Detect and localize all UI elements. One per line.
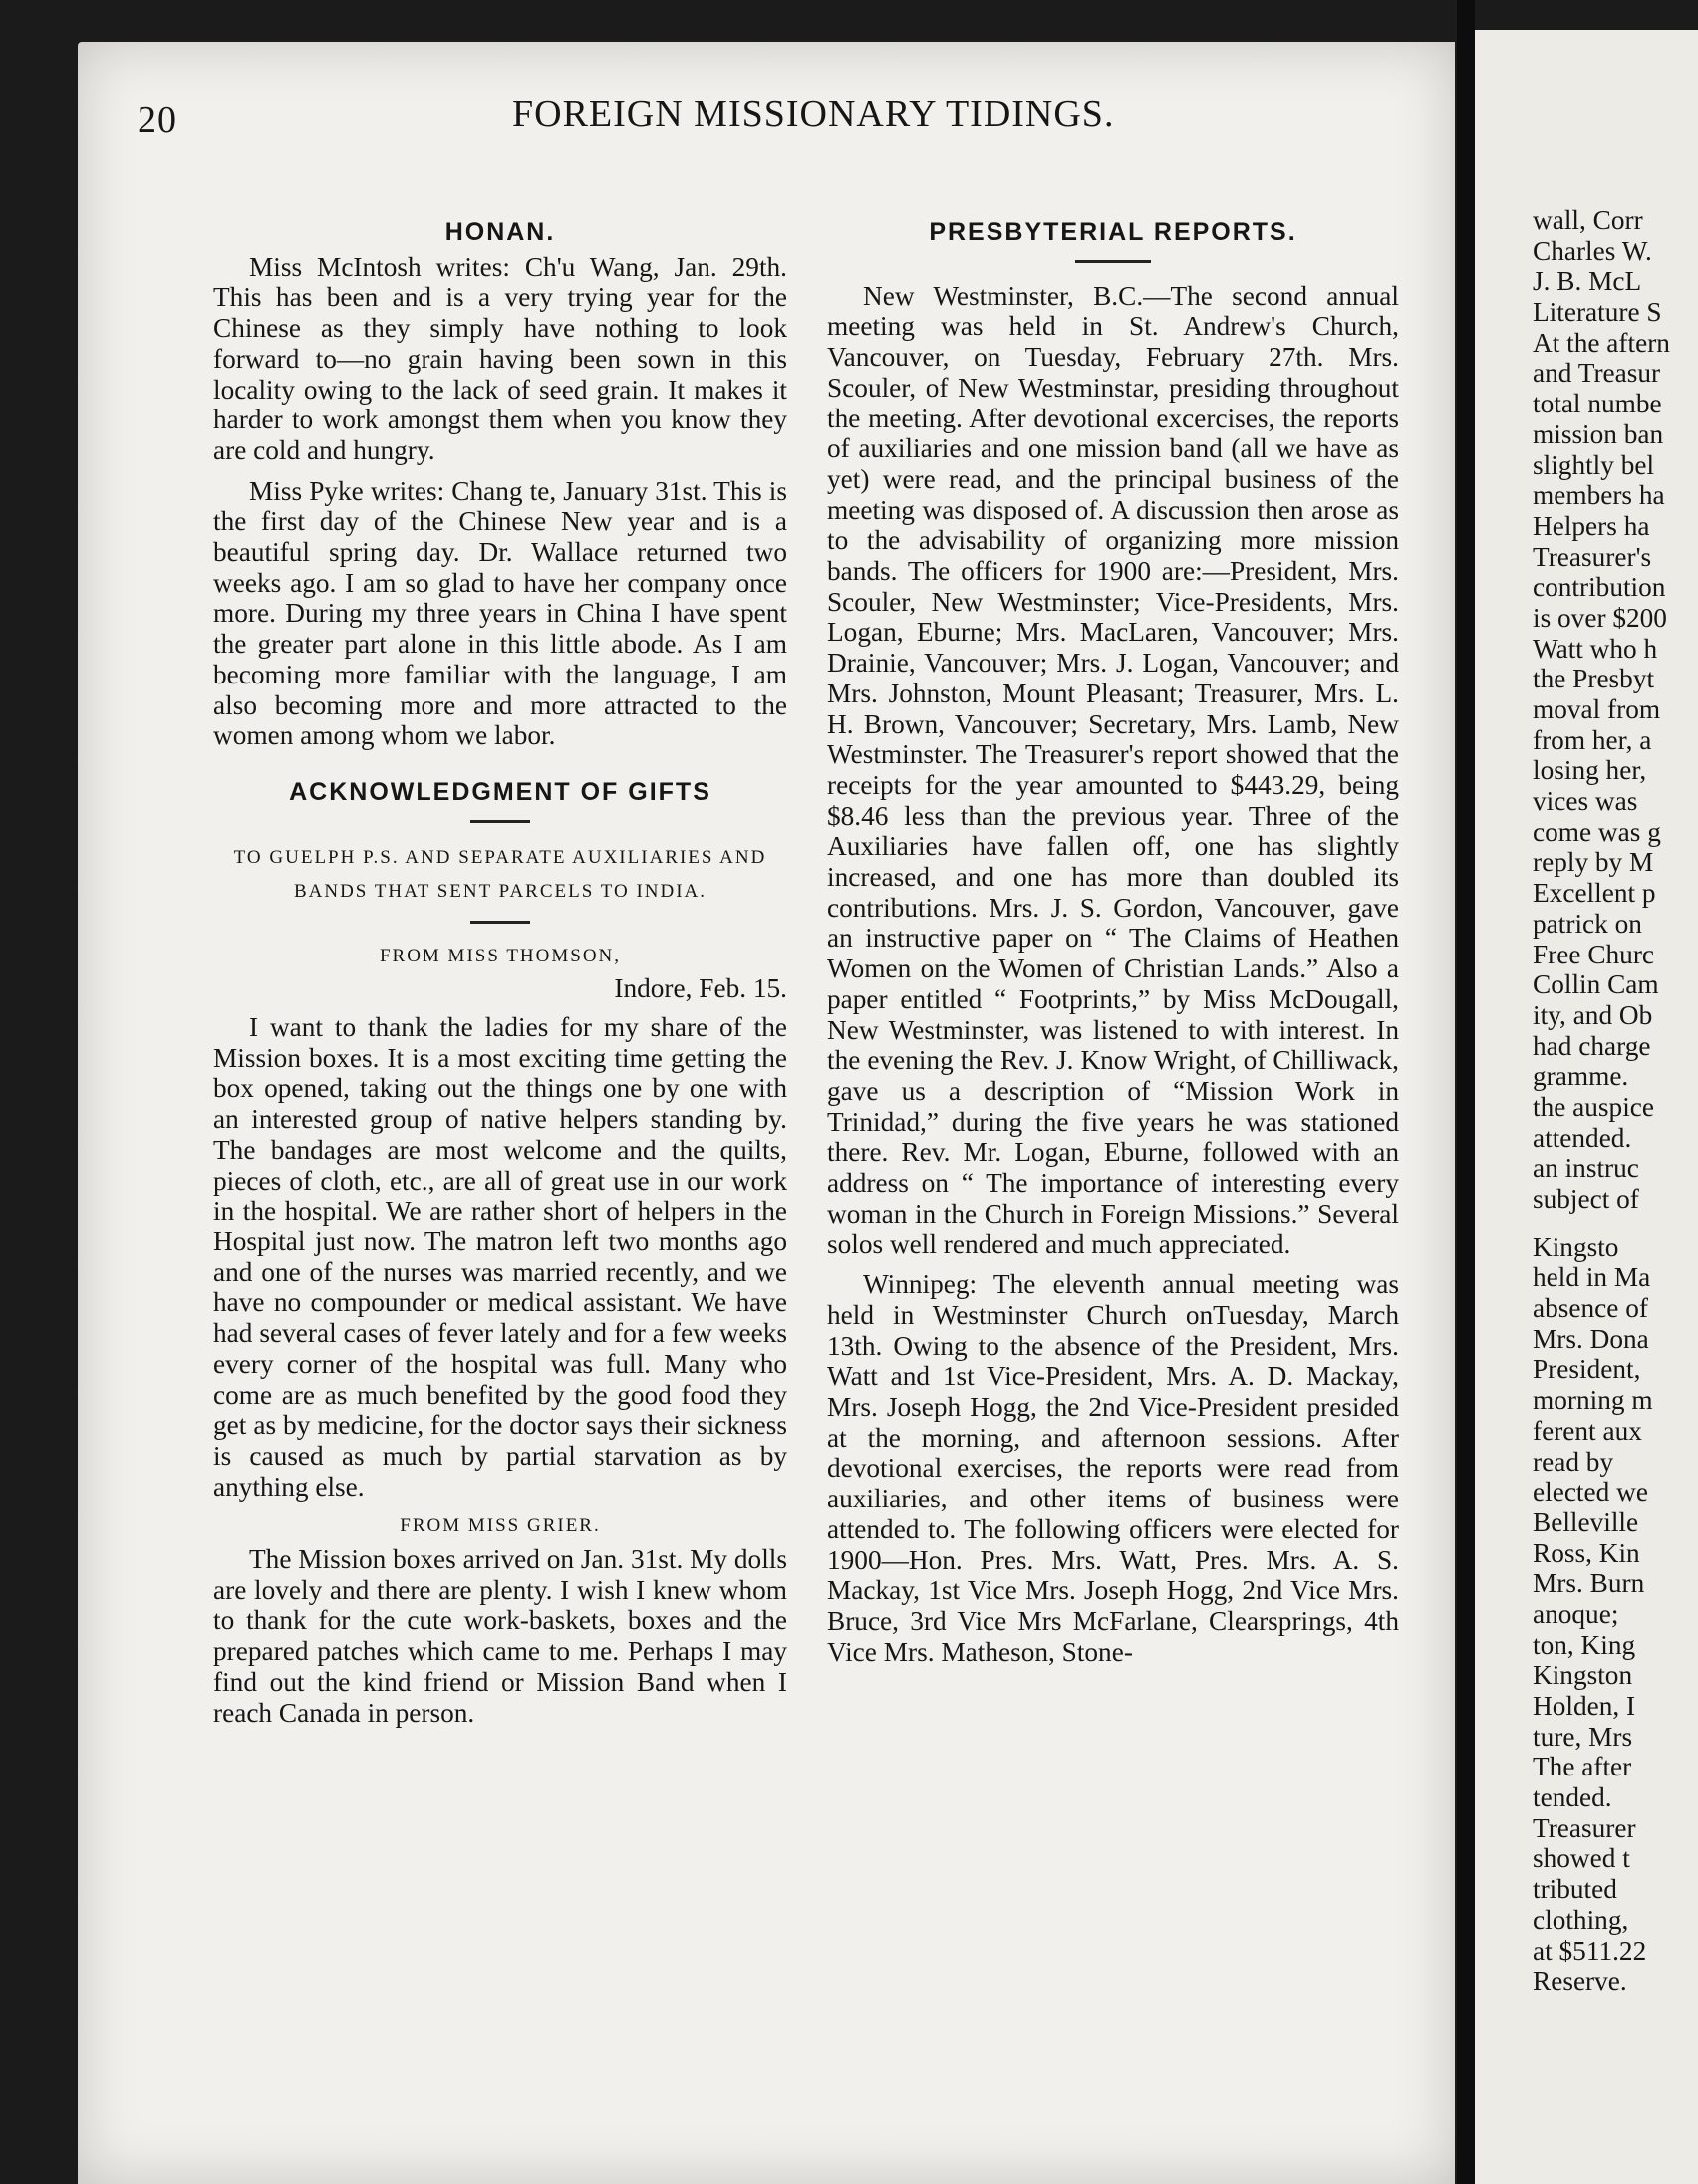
next-page-line: Excellent p — [1533, 878, 1656, 909]
next-page-line: patrick on — [1533, 908, 1642, 939]
middle-column — [827, 217, 1399, 1677]
next-page-line: read by — [1533, 1446, 1614, 1477]
next-page-line: an instruc — [1533, 1153, 1639, 1184]
gifts-heading: ACKNOWLEDGMENT OF GIFTS — [289, 777, 711, 806]
next-page-line: Holden, I — [1533, 1691, 1636, 1721]
gifts-subheading: TO GUELPH P.S. AND SEPARATE AUXILIARIES AND BANDS THAT SENT PARCELS TO INDIA. — [233, 846, 767, 902]
next-page-line: Helpers ha — [1533, 510, 1650, 541]
next-page-line: the Presbyt — [1533, 664, 1655, 694]
westminster-report: New Westminster, B.C.—The second annual meeting was held in St. Andrew's Church, Vancouver, on Tuesday, February 27th. Mrs. Scouler, of New Westminstar, presiding throughout the meeting. After devotional excercises, the reports of auxiliaries and one mission band (all we have as yet) were read, and the principal business of the meeting was disposed of. A discussion then arose as to the advisability of organizing more mission bands. The officers for 1900 are:—President, Mrs. Scouler, New Westminster; Vice-Presidents, Mrs. Logan, Eburne; Mrs. MacLaren, Vancouver; Mrs. Drainie, Vancouver; Mrs. J. Logan, Vancouver; and Mrs. Johnston, Mount Pleasant; Treasurer, Mrs. L. H. Brown, Vancouver; Secretary, Mrs. Lamb, New Westminster. The Treasurer's report showed that the receipts for the year amounted to $443.29, being $8.46 less than the previous year. Three of the Auxiliaries have fallen off, one has slightly increased, and one has more than doubled its contributions. Mrs. J. S. Gordon, Vancouver, gave an instructive paper on “ The Claims of Heathen Women on the Women of Christian Lands.” Also a paper entitled “ Footprints,” by Miss McDougall, New Westminster, was listened to with interest. In the evening the Rev. J. Know Wright, of Chilliwack, gave us a description of “Mission Work in Trinidad,” during the five years he was stationed there. Rev. Mr. Logan, Eburne, followed with an address on “ The importance of interesting every woman in the Church in Foreign Missions.” Several solos well rendered and much appreciated. — [827, 280, 1399, 1259]
next-page-line: ture, Mrs — [1533, 1721, 1633, 1752]
next-page-line: clothing, — [1533, 1904, 1629, 1935]
honan-paragraph-1: Miss McIntosh writes: Ch'u Wang, Jan. 29th. This has been and is a very trying year for the Chinese as they simply have nothing to look forward to—no grain having been sown in this locality owing to the lack of seed grain. It makes it harder to work amongst them when you know they are cold and hungry. — [213, 251, 787, 465]
next-page-line: Ross, Kin — [1533, 1537, 1640, 1568]
divider-rule — [1075, 260, 1151, 263]
next-page-column-fragment — [1533, 205, 1698, 1997]
next-page-line: held in Ma — [1533, 1262, 1651, 1293]
thomson-dateline: Indore, Feb. 15. — [614, 973, 787, 1004]
next-page-line: attended. — [1533, 1122, 1632, 1153]
next-page-line: absence of — [1533, 1293, 1648, 1324]
next-page-line: losing her, — [1533, 755, 1647, 786]
next-page-line: had charge — [1533, 1030, 1651, 1061]
next-page-line: at $511.22 — [1533, 1935, 1647, 1966]
next-page-line: contribution — [1533, 572, 1666, 603]
next-page-line: Treasurer's — [1533, 541, 1652, 572]
winnipeg-report: Winnipeg: The eleventh annual meeting was held in Westminster Church onTuesday, March 13th. Owing to the absence of the President, Mrs. Watt and 1st Vice-President, Mrs. A. D. Mackay, Mrs. Joseph Hogg, the 2nd Vice-President presided at the morning, and afternoon sessions. After devotional exercises, the reports were read from auxiliaries, and other items of business were attended to. The following officers were elected for 1900—Hon. Pres. Mrs. Watt, Pres. Mrs. A. S. Mackay, 1st Vice Mrs. Joseph Hogg, 2nd Vice Mrs. Bruce, 3rd Vice Mrs McFarlane, Clearsprings, 4th Vice Mrs. Matheson, Stone- — [827, 1269, 1399, 1667]
book-gutter — [1457, 0, 1475, 2184]
next-page-line — [1533, 1215, 1698, 1232]
next-page-line: mission ban — [1533, 418, 1664, 449]
page-number: 20 — [138, 99, 177, 140]
next-page-line: subject of — [1533, 1184, 1639, 1214]
thomson-letter: I want to thank the ladies for my share of the Mission boxes. It is a most exciting time getting the box opened, taking out the things one by one with an interested group of native helpers standing by. The bandages are most welcome and the quilts, pieces of cloth, etc., are all of great use in our work in the hospital. We are rather short of helpers in the Hospital just now. The matron left two months ago and one of the nurses was married recently, and we have no compounder or medical assistant. We have had several cases of fever lately and for a few weeks every corner of the hospital was full. Many who come are as much benefited by the good food they get as by medicine, for the doctor says their sickness is caused as much by partial starvation as by anything else. — [213, 1012, 787, 1502]
next-page-line: elected we — [1533, 1477, 1648, 1507]
next-page-line: vices was — [1533, 786, 1638, 817]
next-page-line: At the aftern — [1533, 327, 1670, 358]
next-page-line: ferent aux — [1533, 1415, 1642, 1446]
next-page-line: moval from — [1533, 694, 1661, 724]
next-page-line: ton, King — [1533, 1629, 1636, 1660]
next-page-line: members ha — [1533, 480, 1665, 511]
next-page-line: Mrs. Burn — [1533, 1568, 1645, 1599]
thomson-heading: FROM MISS THOMSON, — [379, 945, 622, 966]
next-page-line: the auspice — [1533, 1091, 1655, 1122]
next-page-line: The after — [1533, 1752, 1632, 1782]
grier-heading: FROM MISS GRIER. — [400, 1515, 601, 1537]
next-page-line: slightly bel — [1533, 449, 1655, 480]
next-page-line: Literature S — [1533, 297, 1662, 328]
next-page-line: showed t — [1533, 1843, 1630, 1874]
next-page-line: from her, a — [1533, 724, 1652, 755]
running-title: FOREIGN MISSIONARY TIDINGS. — [512, 93, 1115, 135]
next-page-line: Kingsto — [1533, 1231, 1619, 1262]
next-page-line: Kingston — [1533, 1660, 1633, 1691]
next-page-line: Reserve. — [1533, 1966, 1627, 1997]
next-page-line: Charles W. — [1533, 235, 1652, 266]
next-page-line: come was g — [1533, 816, 1661, 847]
next-page-line: morning m — [1533, 1385, 1653, 1416]
next-page-line: is over $200 — [1533, 602, 1667, 633]
next-page-line: total numbe — [1533, 389, 1662, 419]
next-page-line: ity, and Ob — [1533, 999, 1653, 1030]
next-page-line: tended. — [1533, 1782, 1612, 1813]
next-page-line: Collin Cam — [1533, 969, 1659, 1000]
honan-heading: HONAN. — [444, 218, 556, 246]
next-page-line: anoque; — [1533, 1598, 1619, 1629]
next-page-line: Belleville — [1533, 1506, 1639, 1537]
next-page-line: J. B. McL — [1533, 266, 1642, 297]
next-page-line: Watt who h — [1533, 633, 1658, 664]
next-page-line: gramme. — [1533, 1061, 1629, 1092]
next-page-line: President, — [1533, 1354, 1641, 1385]
divider-rule — [470, 820, 530, 823]
next-page-line: and Treasur — [1533, 358, 1661, 389]
next-page-line: wall, Corr — [1533, 205, 1643, 235]
divider-rule — [470, 921, 530, 924]
grier-letter: The Mission boxes arrived on Jan. 31st. My dolls are lovely and there are plenty. I wish I knew whom to thank for the cute work-baskets, boxes and the prepared patches which came to me. Perhaps I may find out the kind friend or Mission Band when I reach Canada in person. — [213, 1544, 787, 1728]
honan-paragraph-2: Miss Pyke writes: Chang te, January 31st. This is the first day of the Chinese New year and is a beautiful spring day. Dr. Wallace returned two weeks ago. I am so glad to have her company once more. During my three years in China I have spent the greater part alone in this little abode. As I am becoming more familiar with the language, I am also becoming more and more attracted to the women among whom we labor. — [213, 475, 787, 751]
presbyterial-heading: PRESBYTERIAL REPORTS. — [929, 218, 1297, 246]
next-page-line: Treasurer — [1533, 1812, 1636, 1843]
next-page-line: tributed — [1533, 1874, 1617, 1905]
next-page-line: Free Churc — [1533, 939, 1655, 969]
next-page-line: reply by M — [1533, 847, 1654, 878]
left-column — [213, 217, 787, 1738]
next-page-line: Mrs. Dona — [1533, 1323, 1649, 1354]
